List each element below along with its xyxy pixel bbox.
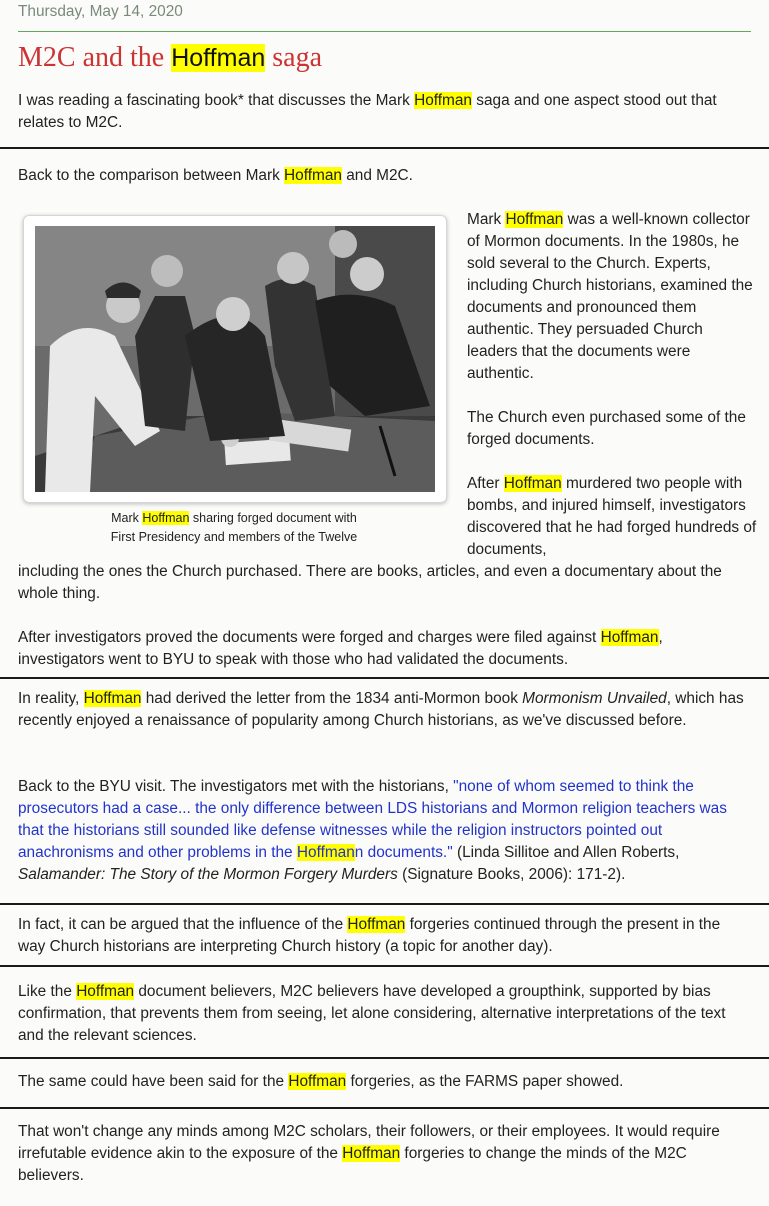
book-title: Mormonism Unvailed (522, 690, 667, 707)
book-title: Salamander: The Story of the Mormon Forgery Murders (18, 866, 398, 883)
purchase-paragraph: The Church even purchased some of the forged documents. (467, 409, 746, 448)
photo-figure (23, 215, 447, 503)
section-divider (0, 1057, 769, 1059)
highlight-word: Hoffman (288, 1073, 347, 1090)
highlight-word: Hoffman (505, 211, 564, 228)
highlight-word: Hoffman (296, 844, 355, 861)
intro-paragraph: I was reading a fascinating book* that discusses the Mark Hoffman saga and one aspect stood out that relates to M2C. (18, 92, 717, 131)
title-highlight: Hoffman (171, 44, 266, 72)
title-part: saga (265, 42, 323, 73)
section-divider (0, 1107, 769, 1109)
investigators-paragraph: After investigators proved the documents were forged and charges were filed against Hoffman, investigators went to BYU to speak with those who had validated the documents. (18, 629, 663, 668)
highlight-word: Hoffman (503, 475, 562, 492)
comparison-paragraph: Back to the comparison between Mark Hoffman and M2C. (18, 167, 413, 184)
farms-paragraph: The same could have been said for the Hoffman forgeries, as the FARMS paper showed. (18, 1073, 624, 1090)
section-divider (0, 147, 769, 149)
title-part: M2C and the (18, 42, 172, 73)
post-date: Thursday, May 14, 2020 (18, 3, 183, 20)
highlight-word: Hoffman (414, 92, 472, 109)
influence-paragraph: In fact, it can be argued that the influence of the Hoffman forgeries continued through the present in the way Church historians are interpreting Church history (a topic for another day). (18, 916, 721, 955)
groupthink-paragraph: Like the Hoffman document believers, M2C believers have developed a groupthink, supported by bias confirmation, that prevents them from seeing, let alone considering, alternative interpretations of the text and the relevant sciences. (18, 983, 726, 1044)
figure-caption: Mark Hoffman sharing forged document with First Presidency and members of the Twelve (110, 511, 358, 544)
quotation: "none of whom seemed to think the prosecutors had a case... the only difference between LDS historians and Mormon religion teachers was that the historians still sounded like defense witnesses while the religion instructors pointed out anachronisms and other problems in the Hoffmann documents." (18, 778, 727, 861)
highlight-word: Hoffman (142, 511, 190, 525)
highlight-word: Hoffman (284, 167, 342, 184)
byu-visit-paragraph: Back to the BYU visit. The investigators met with the historians, "none of whom seemed to think the prosecutors had a case... the only difference between LDS historians and Mormon religion teachers was that the historians still sounded like defense witnesses while the religion instructors pointed out anachronisms and other problems in the Hoffmann documents." (Linda Sillitoe and Allen Roberts, Salamander: The Story of the Mormon Forgery Murders (Signature Books, 2006): 171-2). (18, 778, 727, 883)
reality-paragraph: In reality, Hoffman had derived the letter from the 1834 anti-Mormon book Mormonism Unvailed, which has recently enjoyed a renaissance of popularity among Church historians, as we've discussed before. (18, 690, 744, 729)
section-divider (0, 677, 769, 679)
section-divider (0, 965, 769, 967)
highlight-word: Hoffman (342, 1145, 401, 1162)
highlight-word: Hoffman (347, 916, 406, 933)
highlight-word: Hoffman (76, 983, 135, 1000)
conclusion-paragraph: That won't change any minds among M2C scholars, their followers, or their employees. It would require irrefutable evidence akin to the exposure of the Hoffman forgeries to change the minds of the M2C believers. (18, 1123, 720, 1184)
murder-paragraph: After Hoffman murdered two people with bombs, and injured himself, investigators discovered that he had forged hundreds of documents, (467, 475, 757, 558)
collector-paragraph: Mark Hoffman was a well-known collector of Mormon documents. In the 1980s, he sold several to the Church. Experts, including Church historians, examined the documents and pronounced them authentic. They persuaded Church leaders that the documents were authentic. (467, 211, 753, 382)
highlight-word: Hoffman (83, 690, 142, 707)
post-title[interactable] (18, 38, 322, 78)
historical-photo[interactable] (35, 226, 435, 492)
continuation-paragraph: including the ones the Church purchased. There are books, articles, and even a documentary about the whole thing. (18, 563, 722, 602)
date-divider (18, 31, 751, 32)
section-divider (0, 903, 769, 905)
highlight-word: Hoffman (600, 629, 659, 646)
